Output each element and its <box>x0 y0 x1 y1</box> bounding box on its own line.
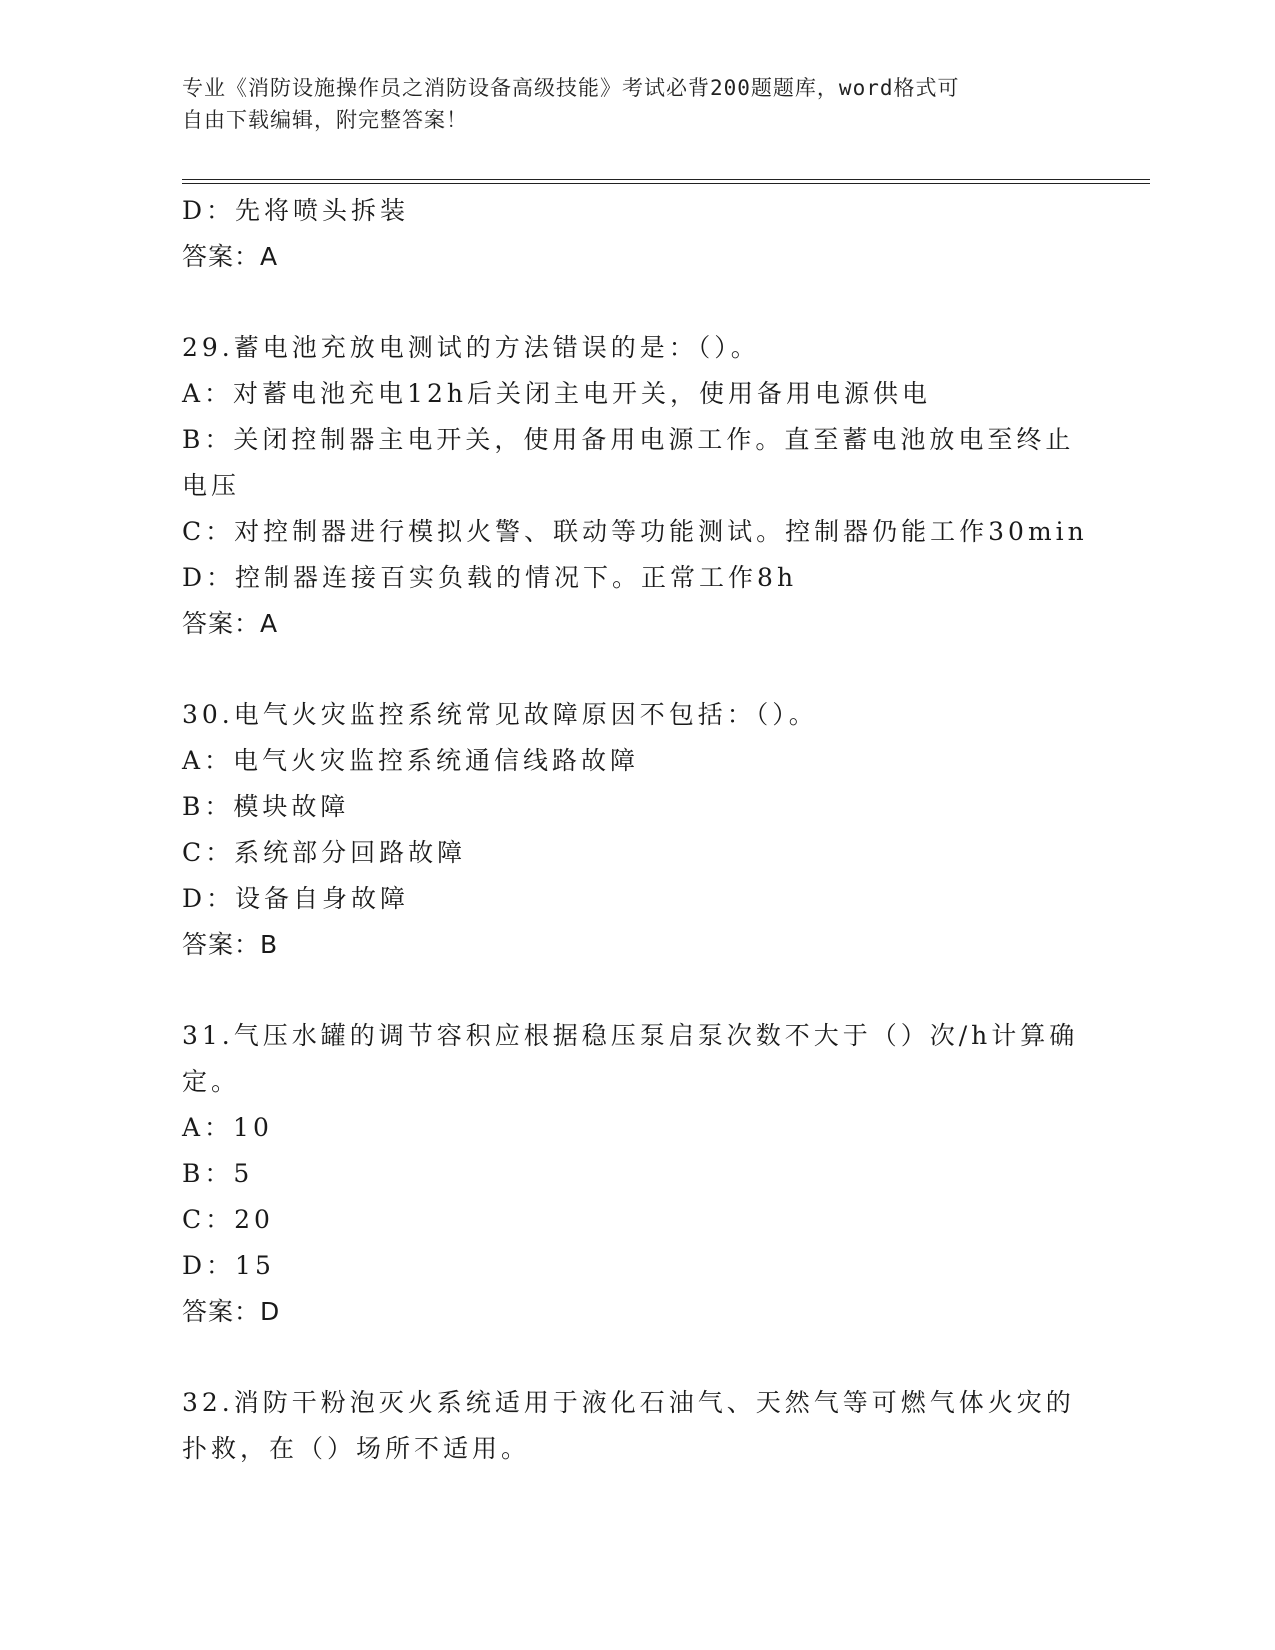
header-divider-top <box>182 179 1150 180</box>
question-stem-continued: 扑救，在（）场所不适用。 <box>182 1434 531 1463</box>
previous-question-tail <box>182 188 1082 280</box>
question-29 <box>182 325 1088 647</box>
header-divider-bottom <box>182 183 1150 184</box>
header-line-2: 自由下载编辑，附完整答案！ <box>182 108 468 132</box>
option-b: B：关闭控制器主电开关，使用备用电源工作。直至蓄电池放电至终止 <box>182 425 1075 454</box>
answer: 答案：B <box>182 930 279 959</box>
answer: 答案：A <box>182 242 279 271</box>
option-c: C：对控制器进行模拟火警、联动等功能测试。控制器仍能工作30min <box>182 517 1088 546</box>
question-30 <box>182 692 1082 968</box>
spacer <box>182 968 1082 1013</box>
document-header <box>182 72 1062 136</box>
question-stem: 32.消防干粉泡灭火系统适用于液化石油气、天然气等可燃气体火灾的 <box>182 1388 1075 1417</box>
spacer <box>182 280 1082 325</box>
question-stem: 30.电气火灾监控系统常见故障原因不包括：（）。 <box>182 700 818 729</box>
spacer <box>182 647 1082 692</box>
option-d: D：控制器连接百实负载的情况下。正常工作8h <box>182 563 798 592</box>
option-d: D：设备自身故障 <box>182 884 410 913</box>
option-a: A：电气火灾监控系统通信线路故障 <box>182 746 640 775</box>
question-content <box>182 188 1088 1472</box>
header-line-1: 专业《消防设施操作员之消防设备高级技能》考试必背200题题库，word格式可 <box>182 76 960 100</box>
option-c: C：20 <box>182 1205 274 1234</box>
option-d: D：先将喷头拆装 <box>182 196 410 225</box>
question-32 <box>182 1380 1082 1472</box>
option-b: B：5 <box>182 1159 254 1188</box>
option-a: A：对蓄电池充电12h后关闭主电开关，使用备用电源供电 <box>182 379 931 408</box>
option-d: D：15 <box>182 1251 275 1280</box>
option-a: A：10 <box>182 1113 273 1142</box>
question-stem: 31.气压水罐的调节容积应根据稳压泵启泵次数不大于（）次/h计算确 <box>182 1021 1079 1050</box>
option-b: B：模块故障 <box>182 792 350 821</box>
question-stem-continued: 定。 <box>182 1067 241 1096</box>
option-c: C：系统部分回路故障 <box>182 838 467 867</box>
option-b-continued: 电压 <box>182 471 241 500</box>
answer: 答案：A <box>182 609 279 638</box>
question-31 <box>182 1013 1082 1335</box>
spacer <box>182 1335 1082 1380</box>
question-stem: 29.蓄电池充放电测试的方法错误的是：（）。 <box>182 333 760 362</box>
answer: 答案：D <box>182 1297 281 1326</box>
